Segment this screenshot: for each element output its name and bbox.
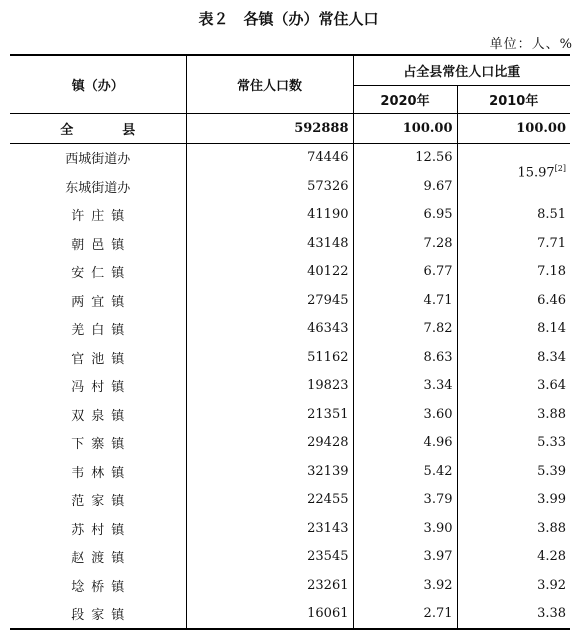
table-row — [10, 143, 570, 172]
town-name: 安仁镇 — [10, 258, 186, 287]
share-2020-cell: 3.92 — [353, 571, 457, 600]
share-2010-cell: 4.28 — [537, 549, 567, 565]
population-cell: 46343 — [186, 315, 353, 344]
share-2020-cell: 9.67 — [353, 172, 457, 201]
population-cell: 74446 — [186, 143, 353, 172]
town-name: 范家镇 — [10, 486, 186, 515]
population-cell: 41190 — [186, 201, 353, 230]
town-name: 下寨镇 — [10, 429, 186, 458]
table-title: 表２ 各镇（办）常住人口 — [198, 10, 379, 28]
population-cell: 57326 — [186, 172, 353, 201]
table-row — [10, 343, 570, 372]
table-row — [10, 571, 570, 600]
town-name: 冯村镇 — [10, 372, 186, 401]
share-2010-cell: 3.88 — [537, 406, 567, 422]
share-2020-cell: 7.82 — [353, 315, 457, 344]
table-row — [10, 229, 570, 258]
population-cell: 40122 — [186, 258, 353, 287]
share-2020-cell: 2.71 — [353, 600, 457, 630]
share-2010-cell: 7.18 — [537, 264, 567, 280]
total-share-2010: 100.00 — [457, 114, 570, 144]
population-cell: 23143 — [186, 514, 353, 543]
share-2020-cell: 7.28 — [353, 229, 457, 258]
share-2020-cell: 3.90 — [353, 514, 457, 543]
share-2020-cell: 5.42 — [353, 457, 457, 486]
share-2010-cell: 3.88 — [537, 520, 567, 536]
share-2020-cell: 3.97 — [353, 543, 457, 572]
share-2020-cell: 6.95 — [353, 201, 457, 230]
table-row — [10, 429, 570, 458]
share-2020-cell: 4.96 — [353, 429, 457, 458]
share-2010-cell: 6.46 — [537, 292, 567, 308]
population-table — [10, 54, 570, 630]
header-share-group: 占全县常住人口比重 — [353, 55, 570, 86]
table-row — [10, 514, 570, 543]
population-cell: 19823 — [186, 372, 353, 401]
table-row — [10, 457, 570, 486]
footnote-marker: [2] — [554, 163, 567, 173]
population-cell: 27945 — [186, 286, 353, 315]
town-name: 许庄镇 — [10, 201, 186, 230]
population-cell: 23261 — [186, 571, 353, 600]
town-name: 韦林镇 — [10, 457, 186, 486]
town-name: 段家镇 — [10, 600, 186, 630]
share-2020-cell: 3.34 — [353, 372, 457, 401]
town-name: 西城街道办 — [10, 143, 186, 172]
merged-share-2010-value: 15.97 — [517, 165, 555, 181]
table-row — [10, 258, 570, 287]
table-row — [10, 372, 570, 401]
table-row — [10, 315, 570, 344]
town-name: 苏村镇 — [10, 514, 186, 543]
population-cell: 23545 — [186, 543, 353, 572]
share-2010-cell: 8.51 — [537, 207, 567, 223]
share-2010-cell: 5.39 — [537, 463, 567, 479]
population-cell: 21351 — [186, 400, 353, 429]
merged-share-2010-cell — [457, 143, 570, 201]
table-row — [10, 286, 570, 315]
population-cell: 43148 — [186, 229, 353, 258]
share-2020-cell: 3.79 — [353, 486, 457, 515]
total-name: 全 县 — [10, 114, 186, 144]
share-2010-cell: 8.14 — [537, 321, 567, 337]
header-population: 常住人口数 — [186, 55, 353, 114]
total-share-2020: 100.00 — [353, 114, 457, 144]
town-name: 官池镇 — [10, 343, 186, 372]
population-cell: 51162 — [186, 343, 353, 372]
header-town: 镇（办） — [10, 55, 186, 114]
share-2020-cell: 8.63 — [353, 343, 457, 372]
town-name: 埝桥镇 — [10, 571, 186, 600]
share-2010-cell: 5.33 — [537, 435, 567, 451]
share-2010-cell: 7.71 — [537, 235, 567, 251]
share-2010-cell: 3.38 — [457, 600, 570, 630]
share-2020-cell: 3.60 — [353, 400, 457, 429]
town-name: 两宜镇 — [10, 286, 186, 315]
share-2010-cell: 3.64 — [537, 378, 567, 394]
table-row — [10, 486, 570, 515]
town-name: 东城街道办 — [10, 172, 186, 201]
population-cell: 16061 — [186, 600, 353, 630]
population-cell: 32139 — [186, 457, 353, 486]
header-year-2020: 2020年 — [353, 86, 457, 114]
total-population: 592888 — [186, 114, 353, 144]
table-row — [10, 400, 570, 429]
town-name: 朝邑镇 — [10, 229, 186, 258]
share-2020-cell: 12.56 — [353, 143, 457, 172]
unit-label: 单位：人、% — [489, 37, 573, 52]
share-2010-cell: 3.92 — [537, 577, 567, 593]
table-row — [10, 201, 570, 230]
share-2020-cell: 4.71 — [353, 286, 457, 315]
header-year-2010: 2010年 — [457, 86, 570, 114]
share-2010-cell: 3.99 — [537, 492, 567, 508]
population-cell: 22455 — [186, 486, 353, 515]
town-name: 赵渡镇 — [10, 543, 186, 572]
town-name: 双泉镇 — [10, 400, 186, 429]
town-name: 羌白镇 — [10, 315, 186, 344]
table-row — [10, 543, 570, 572]
share-2020-cell: 6.77 — [353, 258, 457, 287]
population-cell: 29428 — [186, 429, 353, 458]
share-2010-cell: 8.34 — [537, 349, 567, 365]
table-row — [10, 600, 570, 630]
